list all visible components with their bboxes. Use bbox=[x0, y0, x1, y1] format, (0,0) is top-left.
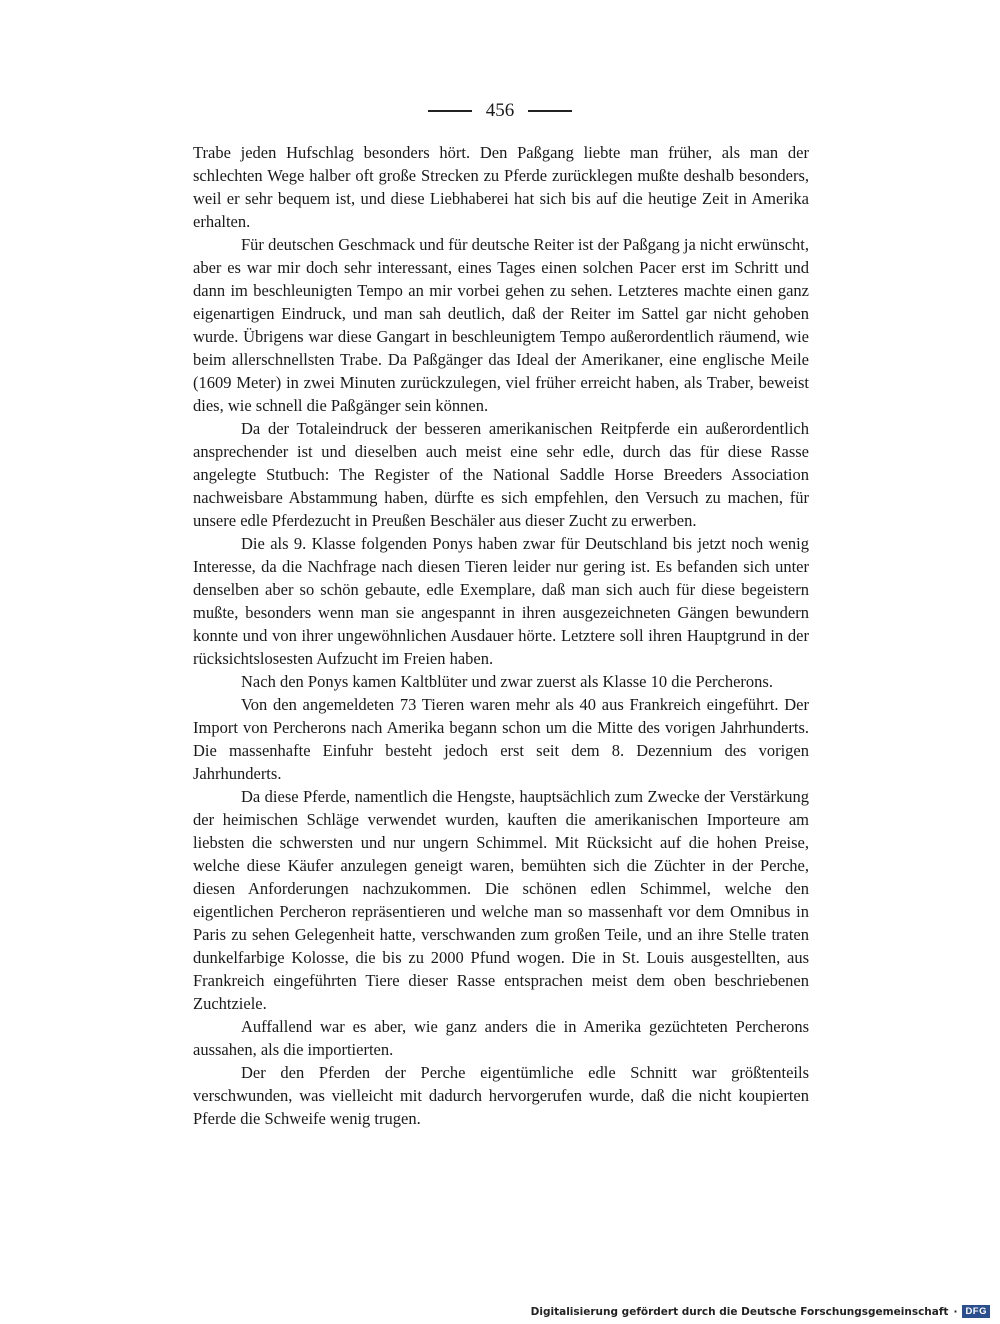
paragraph: Nach den Ponys kamen Kaltblüter und zwar zuerst als Klasse 10 die Percherons. bbox=[241, 672, 773, 691]
paragraph: Da der Totaleindruck der besseren amerikanischen Reitpferde ein außerordentlich ansprechender ist und dieselben auch meist eine sehr edle, durch das für diese Rasse angelegte Stutbuch: The Register of the National Saddle Horse Breeders Association nachweisbare Abstammung haben, dürfte es sich empfehlen, den Versuch zu machen, für unsere edle Pferdezucht in Preußen Beschäler aus dieser Zucht zu erwerben. bbox=[193, 419, 809, 530]
credit-text: Digitalisierung gefördert durch die Deutsche Forschungsgemeinschaft bbox=[530, 1305, 949, 1318]
header-dash-left bbox=[428, 110, 472, 112]
paragraph: Von den angemeldeten 73 Tieren waren mehr als 40 aus Frankreich eingeführt. Der Import von Percherons nach Amerika begann schon um die Mitte des vorigen Jahrhunderts. Die massenhafte Einfuhr besteht jedoch erst seit dem 8. Dezennium des vorigen Jahrhunderts. bbox=[193, 695, 809, 783]
dfg-logo: DFG bbox=[962, 1305, 990, 1318]
paragraph: Der den Pferden der Perche eigentümliche edle Schnitt war größtenteils verschwunden, was vielleicht mit dadurch hervorgerufen wurde, daß die nicht koupierten Pferde die Schweife wenig trugen. bbox=[193, 1063, 809, 1128]
paragraph: Für deutschen Geschmack und für deutsche Reiter ist der Paßgang ja nicht erwünscht, aber es war mir doch sehr interessant, eines Tages einen solchen Pacer erst im Schritt und dann im beschleunigten Tempo an mir vorbei gehen zu sehen. Letzteres machte einen ganz eigenartigen Eindruck, und man sah deutlich, daß der Reiter im Sattel gar nicht gehoben wurde. Übrigens war diese Gangart in beschleunigtem Tempo außerordentlich räumend, wie beim allerschnellsten Trabe. Da Paßgänger das Ideal der Amerikaner, eine englische Meile (1609 Meter) in zwei Minuten zurückzulegen, viel früher erreicht haben, als Traber, beweist dies, wie schnell die Paßgänger sein können. bbox=[193, 235, 809, 415]
body-text bbox=[193, 141, 809, 1130]
paragraph: Da diese Pferde, namentlich die Hengste, hauptsächlich zum Zwecke der Verstärkung der heimischen Schläge verwendet wurden, kauften die amerikanischen Importeure am liebsten die schwersten und nur ungern Schimmel. Mit Rücksicht auf die hohen Preise, welche diese Käufer anzulegen geneigt waren, bemühten sich die Züchter in der Perche, diesen Anforderungen nachzukommen. Die schönen edlen Schimmel, welche den eigentlichen Percheron repräsentieren und welche man so massenhaft vor dem Omnibus in Paris zu sehen Gelegenheit hatte, verschwanden zum großen Teile, und an ihre Stelle traten dunkelfarbige Kolosse, die bis zu 2000 Pfund wogen. Die in St. Louis ausgestellten, aus Frankreich eingeführten Tiere dieser Rasse entsprachen meist dem oben beschriebenen Zuchtziele. bbox=[193, 787, 809, 1013]
paragraph: Trabe jeden Hufschlag besonders hört. Den Paßgang liebte man früher, als man der schlechten Wege halber oft große Strecken zu Pferde zurücklegen mußte deshalb besonders, weil er sehr bequem ist, und diese Liebhaberei hat sich bis auf die heutige Zeit in Amerika erhalten. bbox=[193, 143, 809, 231]
paragraph: Die als 9. Klasse folgenden Ponys haben zwar für Deutschland bis jetzt noch wenig Interesse, da die Nachfrage nach diesen Tieren leider nur gering ist. Es befanden sich unter denselben aber so schön gebaute, edle Exemplare, daß man sich auch für diese begeistern mußte, besonders wenn man sie angespannt in ihren ausgezeichneten Gängen bewundern konnte und von ihrer ungewöhnlichen Ausdauer hörte. Letztere soll ihren Hauptgrund in der rücksichtslosesten Aufzucht im Freien haben. bbox=[193, 534, 809, 668]
paragraph: Auffallend war es aber, wie ganz anders die in Amerika gezüchteten Percherons aussahen, als die importierten. bbox=[193, 1017, 809, 1059]
page-header bbox=[0, 100, 1000, 122]
credit-separator: · bbox=[953, 1305, 958, 1318]
header-dash-right bbox=[528, 110, 572, 112]
page-number: 456 bbox=[485, 100, 515, 121]
digitization-credit bbox=[531, 1305, 990, 1318]
